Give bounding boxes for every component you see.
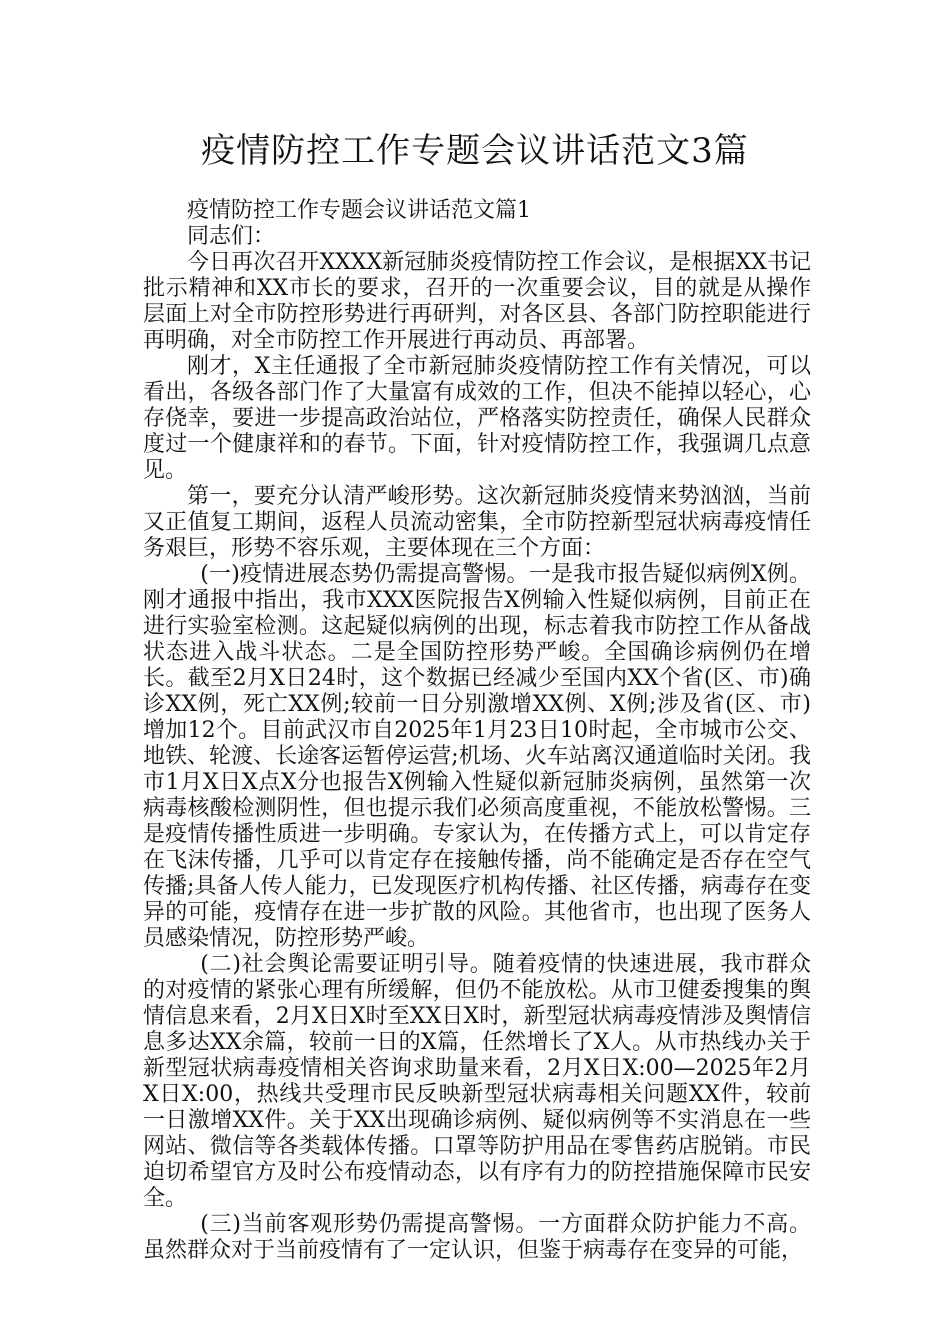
section-heading: 疫情防控工作专题会议讲话范文篇1 (187, 198, 531, 223)
document-body (143, 198, 811, 1264)
paragraph: (三)当前客观形势仍需提高警惕。一方面群众防护能力不高。虽然群众对于当前疫情有了一定认识，但鉴于病毒存在变异的可能， (143, 1212, 811, 1263)
paragraph: 今日再次召开XXXX新冠肺炎疫情防控工作会议，是根据XX书记批示精神和XX市长的要求，召开的一次重要会议，目的就是从操作层面上对全市防控形势进行再研判，对各区县、各部门防控职能进行再明确，对全市防控工作开展进行再动员、再部署。 (143, 250, 811, 353)
document-title: 疫情防控工作专题会议讲话范文3篇 (201, 131, 749, 171)
paragraph: 第一，要充分认清严峻形势。这次新冠肺炎疫情来势汹汹，当前又正值复工期间，返程人员流动密集，全市防控新型冠状病毒疫情任务艰巨，形势不容乐观，主要体现在三个方面： (143, 484, 811, 561)
salutation: 同志们： (187, 224, 276, 249)
paragraph: (一)疫情进展态势仍需提高警惕。一是我市报告疑似病例X例。刚才通报中指出，我市XXX医院报告X例输入性疑似病例，目前正在进行实验室检测。这起疑似病例的出现，标志着我市防控工作从备战状态进入战斗状态。二是全国防控形势严峻。全国确诊病例仍在增长。截至2月X日24时，这个数据已经减少至国内XX个省(区、市)确诊XX例，死亡XX例;较前一日分别激增XX例、X例;涉及省(区、市)增加12个。目前武汉市自2025年1月23日10时起，全市城市公交、地铁、轮渡、长途客运暂停运营;机场、火车站离汉通道临时关闭。我市1月X日X点X分也报告X例输入性疑似新冠肺炎病例，虽然第一次病毒核酸检测阴性，但也提示我们必须高度重视，不能放松警惕。三是疫情传播性质进一步明确。专家认为，在传播方式上，可以肯定存在飞沫传播，几乎可以肯定存在接触传播，尚不能确定是否存在空气传播;具备人传人能力，已发现医疗机构传播、社区传播，病毒存在变异的可能，疫情存在进一步扩散的风险。其他省市，也出现了医务人员感染情况，防控形势严峻。 (143, 562, 811, 951)
paragraph: (二)社会舆论需要证明引导。随着疫情的快速进展，我市群众的对疫情的紧张心理有所缓解，但仍不能放松。从市卫健委搜集的舆情信息来看，2月X日X时至XX日X时，新型冠状病毒疫情涉及舆情信息多达XX余篇，较前一日的X篇，任然增长了X人。从市热线办关于新型冠状病毒疫情相关咨询求助量来看，2月X日X:00—2025年2月X日X:00，热线共受理市民反映新型冠状病毒相关问题XX件，较前一日激增XX件。关于XX出现确诊病例、疑似病例等不实消息在一些网站、微信等各类载体传播。口罩等防护用品在零售药店脱销。市民迫切希望官方及时公布疫情动态，以有序有力的防控措施保障市民安全。 (143, 952, 811, 1211)
paragraph: 刚才，X主任通报了全市新冠肺炎疫情防控工作有关情况，可以看出，各级各部门作了大量富有成效的工作，但决不能掉以轻心，心存侥幸，要进一步提高政治站位，严格落实防控责任，确保人民群众度过一个健康祥和的春节。下面，针对疫情防控工作，我强调几点意见。 (143, 354, 811, 483)
